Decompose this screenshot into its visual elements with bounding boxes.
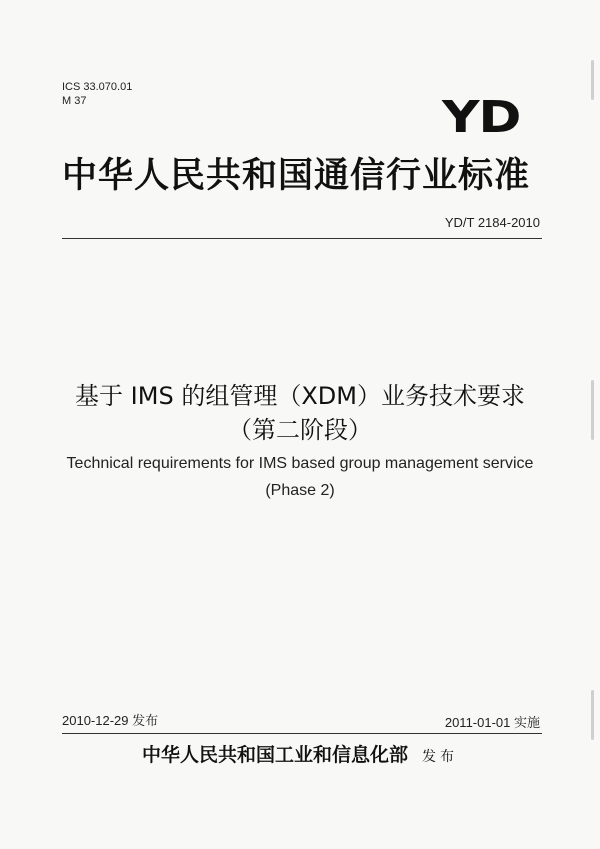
title-chinese-line1: 基于 IMS 的组管理（XDM）业务技术要求 bbox=[75, 382, 525, 410]
standard-code: YD/T 2184-2010 bbox=[444, 215, 540, 230]
header-divider bbox=[62, 238, 542, 239]
classification-codes bbox=[62, 80, 132, 108]
yd-logo: YD bbox=[442, 92, 521, 143]
implementation-date: 2011-01-01 实施 bbox=[444, 715, 540, 730]
title-english-line1: Technical requirements for IMS based group management service bbox=[66, 455, 534, 472]
publisher-suffix: 发布 bbox=[422, 749, 458, 765]
binding-mark bbox=[591, 60, 594, 100]
ccs-code: M 37 bbox=[62, 95, 87, 107]
publisher-line bbox=[0, 740, 600, 767]
title-english-line2: (Phase 2) bbox=[265, 482, 335, 499]
issue-date: 2010-12-29 发布 bbox=[62, 713, 159, 728]
binding-mark bbox=[591, 690, 594, 740]
footer-divider bbox=[62, 733, 542, 734]
title-chinese-line2: （第二阶段） bbox=[228, 416, 372, 444]
ics-code: ICS 33.070.01 bbox=[62, 81, 133, 93]
standard-category-title: 中华人民共和国通信行业标准 bbox=[62, 156, 531, 196]
publisher-name: 中华人民共和国工业和信息化部 bbox=[141, 744, 408, 766]
